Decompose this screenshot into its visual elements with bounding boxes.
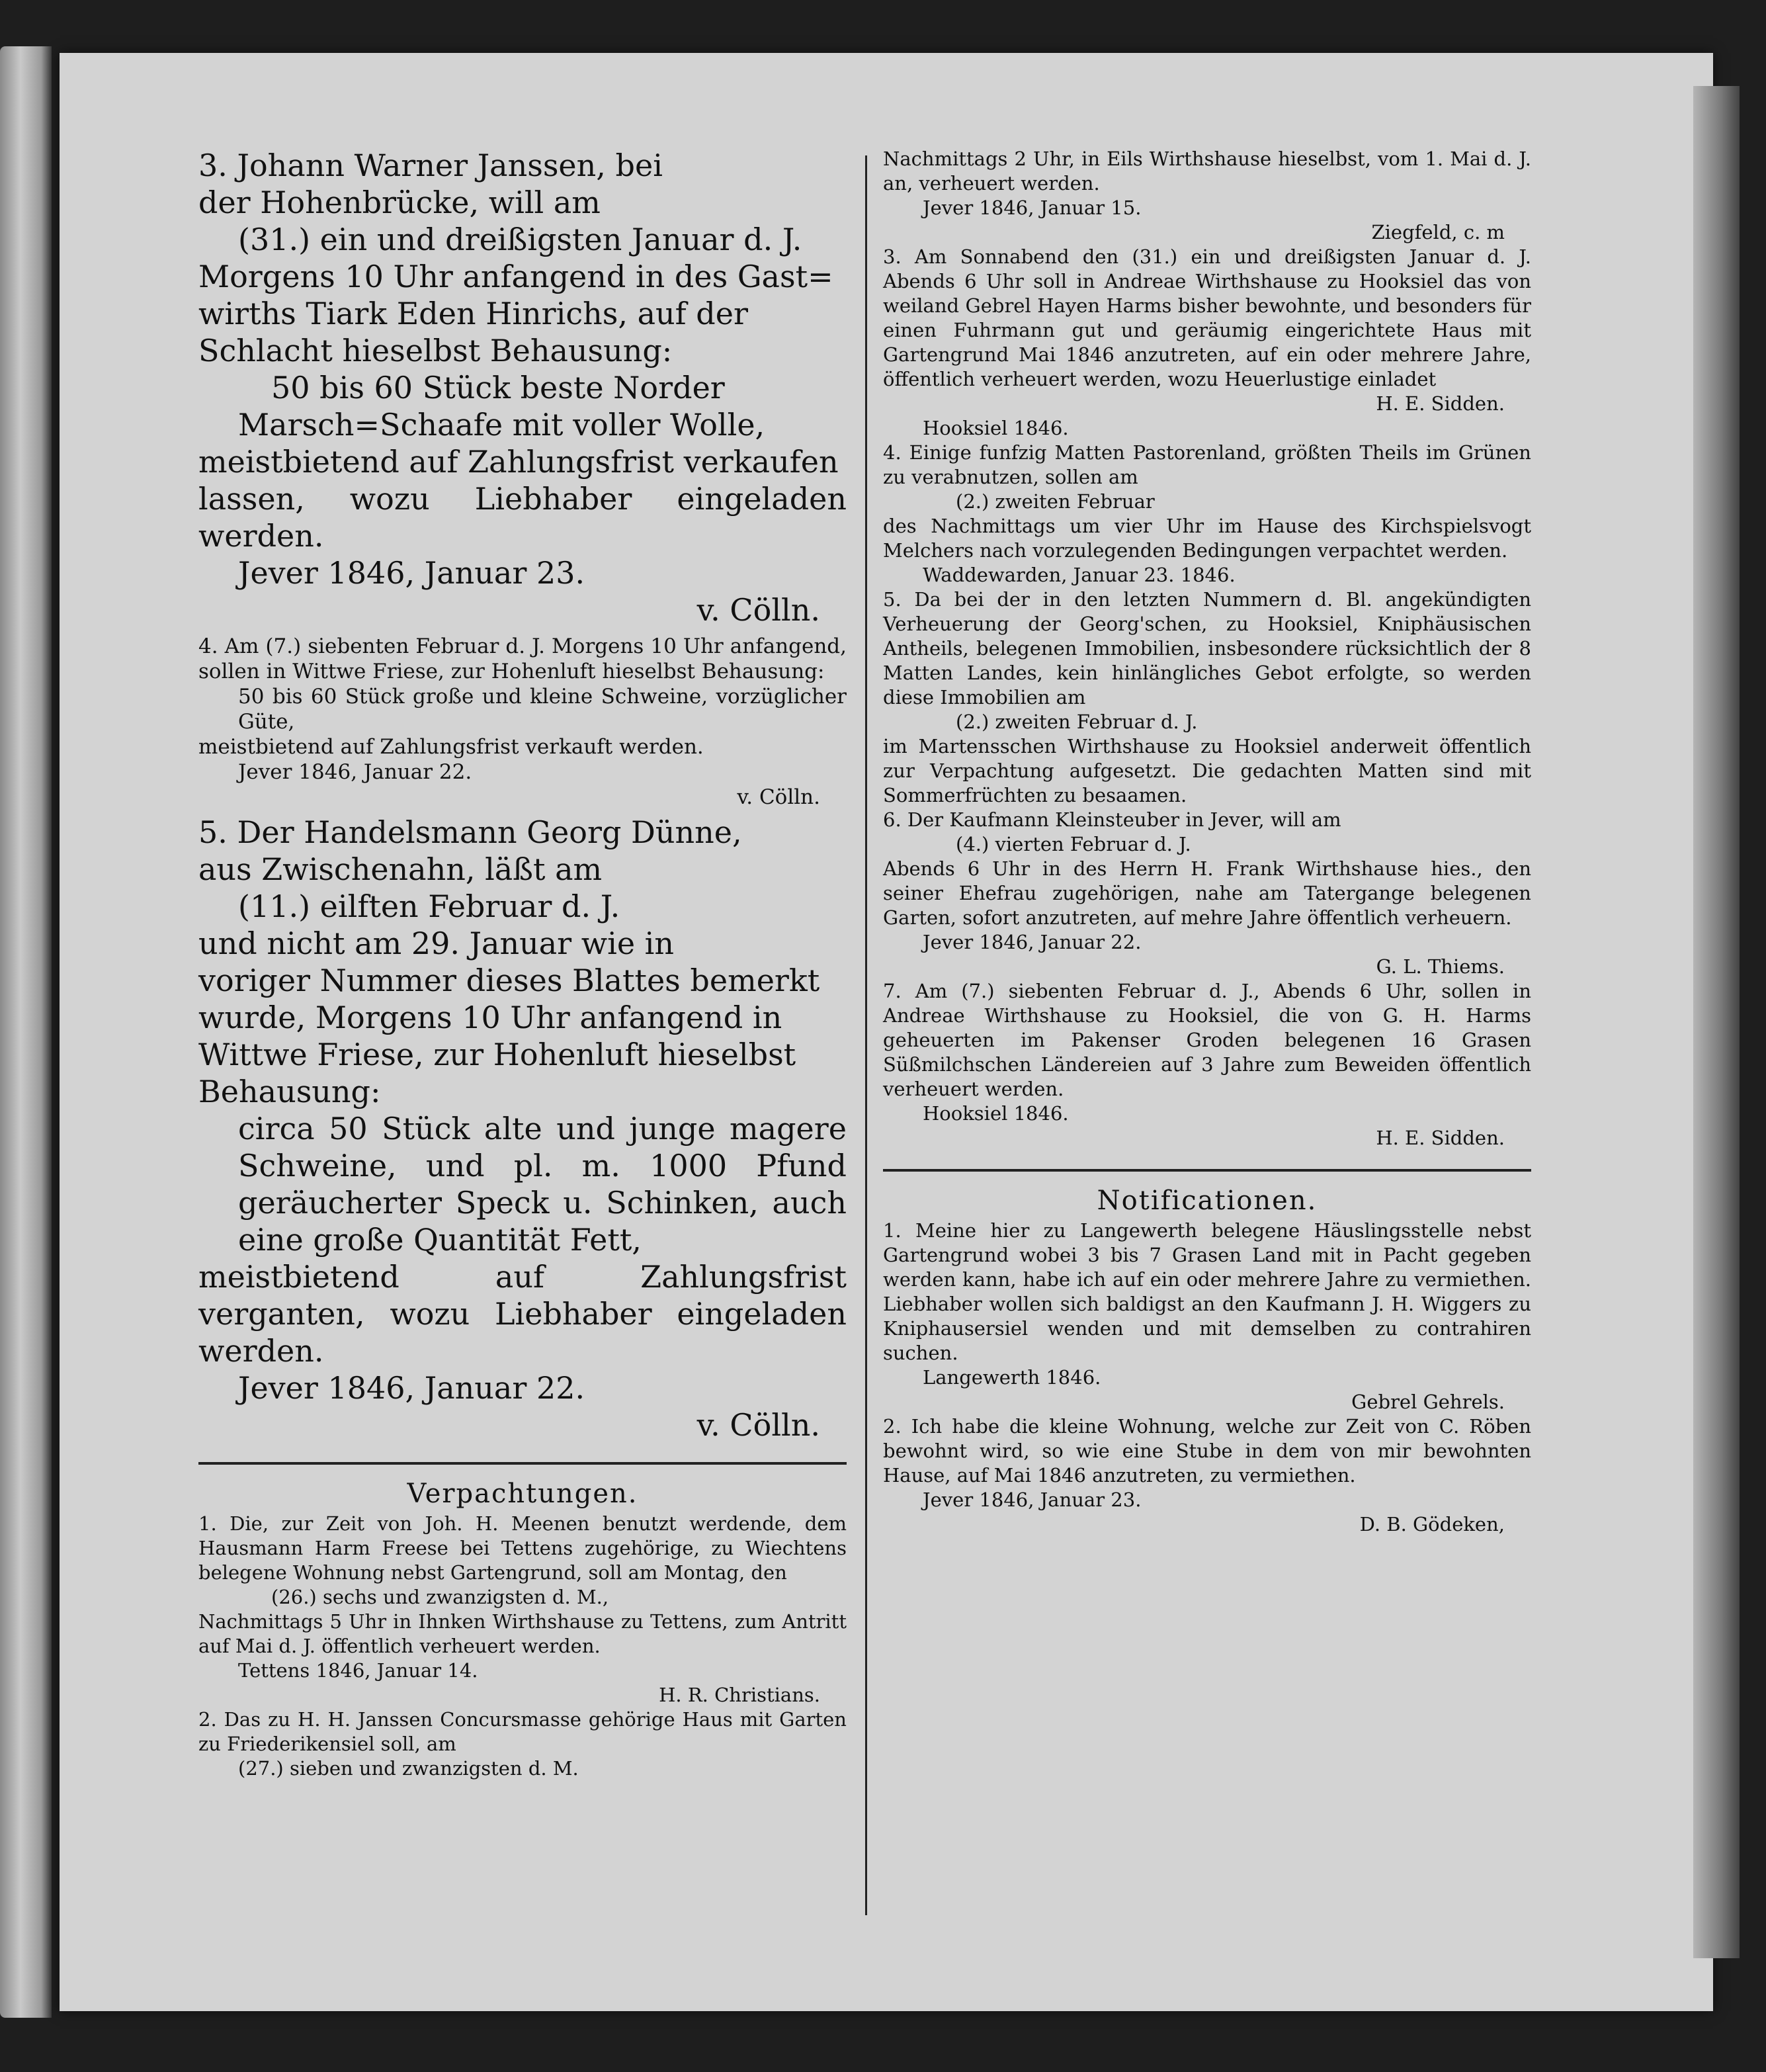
signature: H. E. Sidden. bbox=[1376, 392, 1505, 415]
notice-date: (4.) vierten Februar d. J. bbox=[956, 833, 1191, 855]
notice-text: 2. Ich habe die kleine Wohnung, welche zur Zeit von C. Röben bewohnt wird, so wie eine Stube in dem von mir bewohnten Hause, auf Mai 1846 anzutreten, zu vermiethen. bbox=[883, 1414, 1531, 1487]
notice-text: 5. Da bei der in den letzten Nummern d. Bl. angekündigten Verheuerung der Georg'schen, zu Hooksiel, Kniphäusischen Antheils, belegenen Immobilien, insbesondere rücksichtlich der 8 Matten Landes, kein hinlängliches Gebot erfolgte, so werden diese Immobilien am bbox=[883, 588, 1531, 709]
section-heading: Verpachtungen. bbox=[407, 1479, 638, 1509]
place-date: Tettens 1846, Januar 14. bbox=[238, 1659, 478, 1682]
line: Wittwe Friese, zur Hohenluft hieselbst bbox=[198, 1037, 796, 1072]
notice-item: 50 bis 60 Stück große und kleine Schweine, vorzüglicher Güte, bbox=[238, 685, 847, 734]
place-date: Langewerth 1846. bbox=[923, 1365, 1101, 1389]
line: (11.) eilften Februar d. J. bbox=[238, 888, 620, 924]
page-stack-edge bbox=[1693, 86, 1740, 1958]
line: Marsch=Schaafe mit voller Wolle, bbox=[238, 407, 765, 443]
notice-date: (2.) zweiten Februar d. J. bbox=[956, 711, 1198, 733]
signature: Ziegfeld, c. m bbox=[1371, 221, 1505, 243]
signature: v. Cölln. bbox=[696, 592, 820, 628]
notice-date: (2.) zweiten Februar bbox=[956, 490, 1155, 513]
line: der Hohenbrücke, will am bbox=[198, 185, 601, 220]
signature: v. Cölln. bbox=[696, 1407, 820, 1443]
signature: v. Cölln. bbox=[737, 785, 820, 809]
line: aus Zwischenahn, läßt am bbox=[198, 851, 603, 887]
line: 3. Johann Warner Janssen, bei bbox=[198, 148, 663, 183]
date: Jever 1846, Januar 23. bbox=[238, 555, 585, 591]
left-column bbox=[198, 147, 847, 1781]
notice-rest: meistbietend auf Zahlungsfrist verkauft werden. bbox=[198, 735, 704, 759]
notice-text: Nachmittags 2 Uhr, in Eils Wirthshause hieselbst, vom 1. Mai d. J. an, verheuert werden. bbox=[883, 148, 1531, 194]
notice-text: 2. Das zu H. H. Janssen Concursmasse gehörige Haus mit Garten zu Friederikensiel soll, am bbox=[198, 1707, 847, 1755]
signature: H. R. Christians. bbox=[659, 1683, 820, 1706]
section-notificationen bbox=[883, 1184, 1531, 1537]
left-page-edge bbox=[0, 46, 52, 2018]
notice-text: 4. Am (7.) siebenten Februar d. J. Morgens 10 Uhr anfangend, sollen in Wittwe Friese, zur Hohenluft hieselbst Behausung: bbox=[198, 634, 847, 683]
notice-rest: meistbietend auf Zahlungsfrist verganten, wozu Liebhaber eingeladen werden. bbox=[198, 1259, 847, 1369]
section-verpachtungen bbox=[198, 1477, 847, 1781]
notice-rest: Abends 6 Uhr in des Herrn H. Frank Wirthshause hies., den seiner Ehefrau zugehörigen, nahe am Tatergange belegenen Garten, sofort anzutreten, auf mehre Jahre öffentlich verheuern. bbox=[883, 857, 1531, 929]
line: meistbietend auf Zahlungsfrist verkaufen bbox=[198, 444, 839, 480]
section-rule bbox=[198, 1462, 847, 1465]
notice-text: 1. Meine hier zu Langewerth belegene Häuslingsstelle nebst Gartengrund wobei 3 bis 7 Grasen Land mit in Pacht gegeben werden kann, habe ich auf ein oder mehrere Jahre zu vermiethen. Liebhaber wollen sich baldigst an den Kaufmann J. H. Wiggers zu Kniphausersiel wenden und mit demselben zu contrahiren suchen. bbox=[883, 1219, 1531, 1364]
line: wirths Tiark Eden Hinrichs, auf der bbox=[198, 296, 748, 331]
line: voriger Nummer dieses Blattes bemerkt bbox=[198, 963, 820, 998]
notice-text: 1. Die, zur Zeit von Joh. H. Meenen benutzt werdende, dem Hausmann Harm Freese bei Tettens zugehörige, zu Wiechtens belegene Wohnung nebst Gartengrund, soll am Montag, den bbox=[198, 1512, 847, 1584]
notice-date: (27.) sieben und zwanzigsten d. M. bbox=[238, 1756, 579, 1780]
notice-rest: im Martensschen Wirthshause zu Hooksiel anderweit öffentlich zur Verpachtung aufgesetzt. Die gedachten Matten sind mit Sommerfrüchten zu besaamen. bbox=[883, 735, 1531, 806]
place-date: Waddewarden, Januar 23. 1846. bbox=[923, 564, 1236, 586]
notice-text: 4. Einige funfzig Matten Pastorenland, größten Theils im Grünen zu verabnutzen, sollen am bbox=[883, 441, 1531, 488]
column-divider bbox=[865, 155, 867, 1915]
signature: Gebrel Gehrels. bbox=[1351, 1390, 1505, 1413]
notice-text: 7. Am (7.) siebenten Februar d. J., Abends 6 Uhr, sollen in Andreae Wirthshause zu Hooksiel, die von G. H. Harms geheuerten im Pakenser Groden belegenen 16 Grasen Süßmilchschen Ländereien auf 3 Jahre zum Beweiden öffentlich verheuert werden. bbox=[883, 980, 1531, 1100]
signature: G. L. Thiems. bbox=[1376, 955, 1505, 978]
notice-date: (26.) sechs und zwanzigsten d. M., bbox=[271, 1585, 609, 1608]
section-heading: Notificationen. bbox=[1097, 1186, 1318, 1216]
line: 50 bis 60 Stück beste Norder bbox=[271, 370, 725, 406]
place-date: Jever 1846, Januar 15. bbox=[923, 196, 1142, 219]
section-rule bbox=[883, 1169, 1531, 1172]
place-date: Hooksiel 1846. bbox=[923, 417, 1069, 439]
line: und nicht am 29. Januar wie in bbox=[198, 926, 675, 961]
notice-4 bbox=[198, 634, 847, 810]
signature: D. B. Gödeken, bbox=[1359, 1512, 1505, 1535]
right-column bbox=[883, 147, 1531, 1537]
line: 5. Der Handelsmann Georg Dünne, bbox=[198, 814, 742, 850]
line: Morgens 10 Uhr anfangend in des Gast= bbox=[198, 259, 833, 294]
date: Jever 1846, Januar 22. bbox=[238, 1370, 585, 1406]
notice-item: circa 50 Stück alte und junge magere Schweine, und pl. m. 1000 Pfund geräucherter Speck u. Schinken, auch eine große Quantität Fett, bbox=[238, 1111, 847, 1258]
notice-text: 3. Am Sonnabend den (31.) ein und dreißigsten Januar d. J. Abends 6 Uhr soll in Andreae Wirthshause zu Hooksiel das von weiland Gebrel Hayen Harms bisher bewohnte, und besonders für einen Fuhrmann gut und geräumig eingerichtete Haus mit Gartengrund Mai 1846 anzutreten, auf ein oder mehrere Jahre, öffentlich verheuert werden, wozu Heuerlustige einladet bbox=[883, 245, 1531, 390]
line: wurde, Morgens 10 Uhr anfangend in bbox=[198, 1000, 782, 1035]
line: lassen, wozu Liebhaber eingeladen werden. bbox=[198, 481, 847, 554]
place-date: Jever 1846, Januar 23. bbox=[923, 1488, 1142, 1511]
line: (31.) ein und dreißigsten Januar d. J. bbox=[238, 222, 802, 257]
notice-rest: Nachmittags 5 Uhr in Ihnken Wirthshause zu Tettens, zum Antritt auf Mai d. J. öffentlich verheuert werden. bbox=[198, 1610, 847, 1657]
line: Behausung: bbox=[198, 1074, 381, 1109]
notice-3 bbox=[198, 147, 847, 628]
signature: H. E. Sidden. bbox=[1376, 1127, 1505, 1149]
place-date: Jever 1846, Januar 22. bbox=[923, 931, 1142, 953]
place-date: Hooksiel 1846. bbox=[923, 1102, 1069, 1125]
notice-5 bbox=[198, 814, 847, 1444]
date: Jever 1846, Januar 22. bbox=[238, 760, 472, 784]
notice-text: 6. Der Kaufmann Kleinsteuber in Jever, will am bbox=[883, 808, 1341, 831]
line: Schlacht hieselbst Behausung: bbox=[198, 333, 673, 368]
notice-rest: des Nachmittags um vier Uhr im Hause des Kirchspielsvogt Melchers nach vorzulegenden Bedingungen verpachtet werden. bbox=[883, 515, 1531, 562]
